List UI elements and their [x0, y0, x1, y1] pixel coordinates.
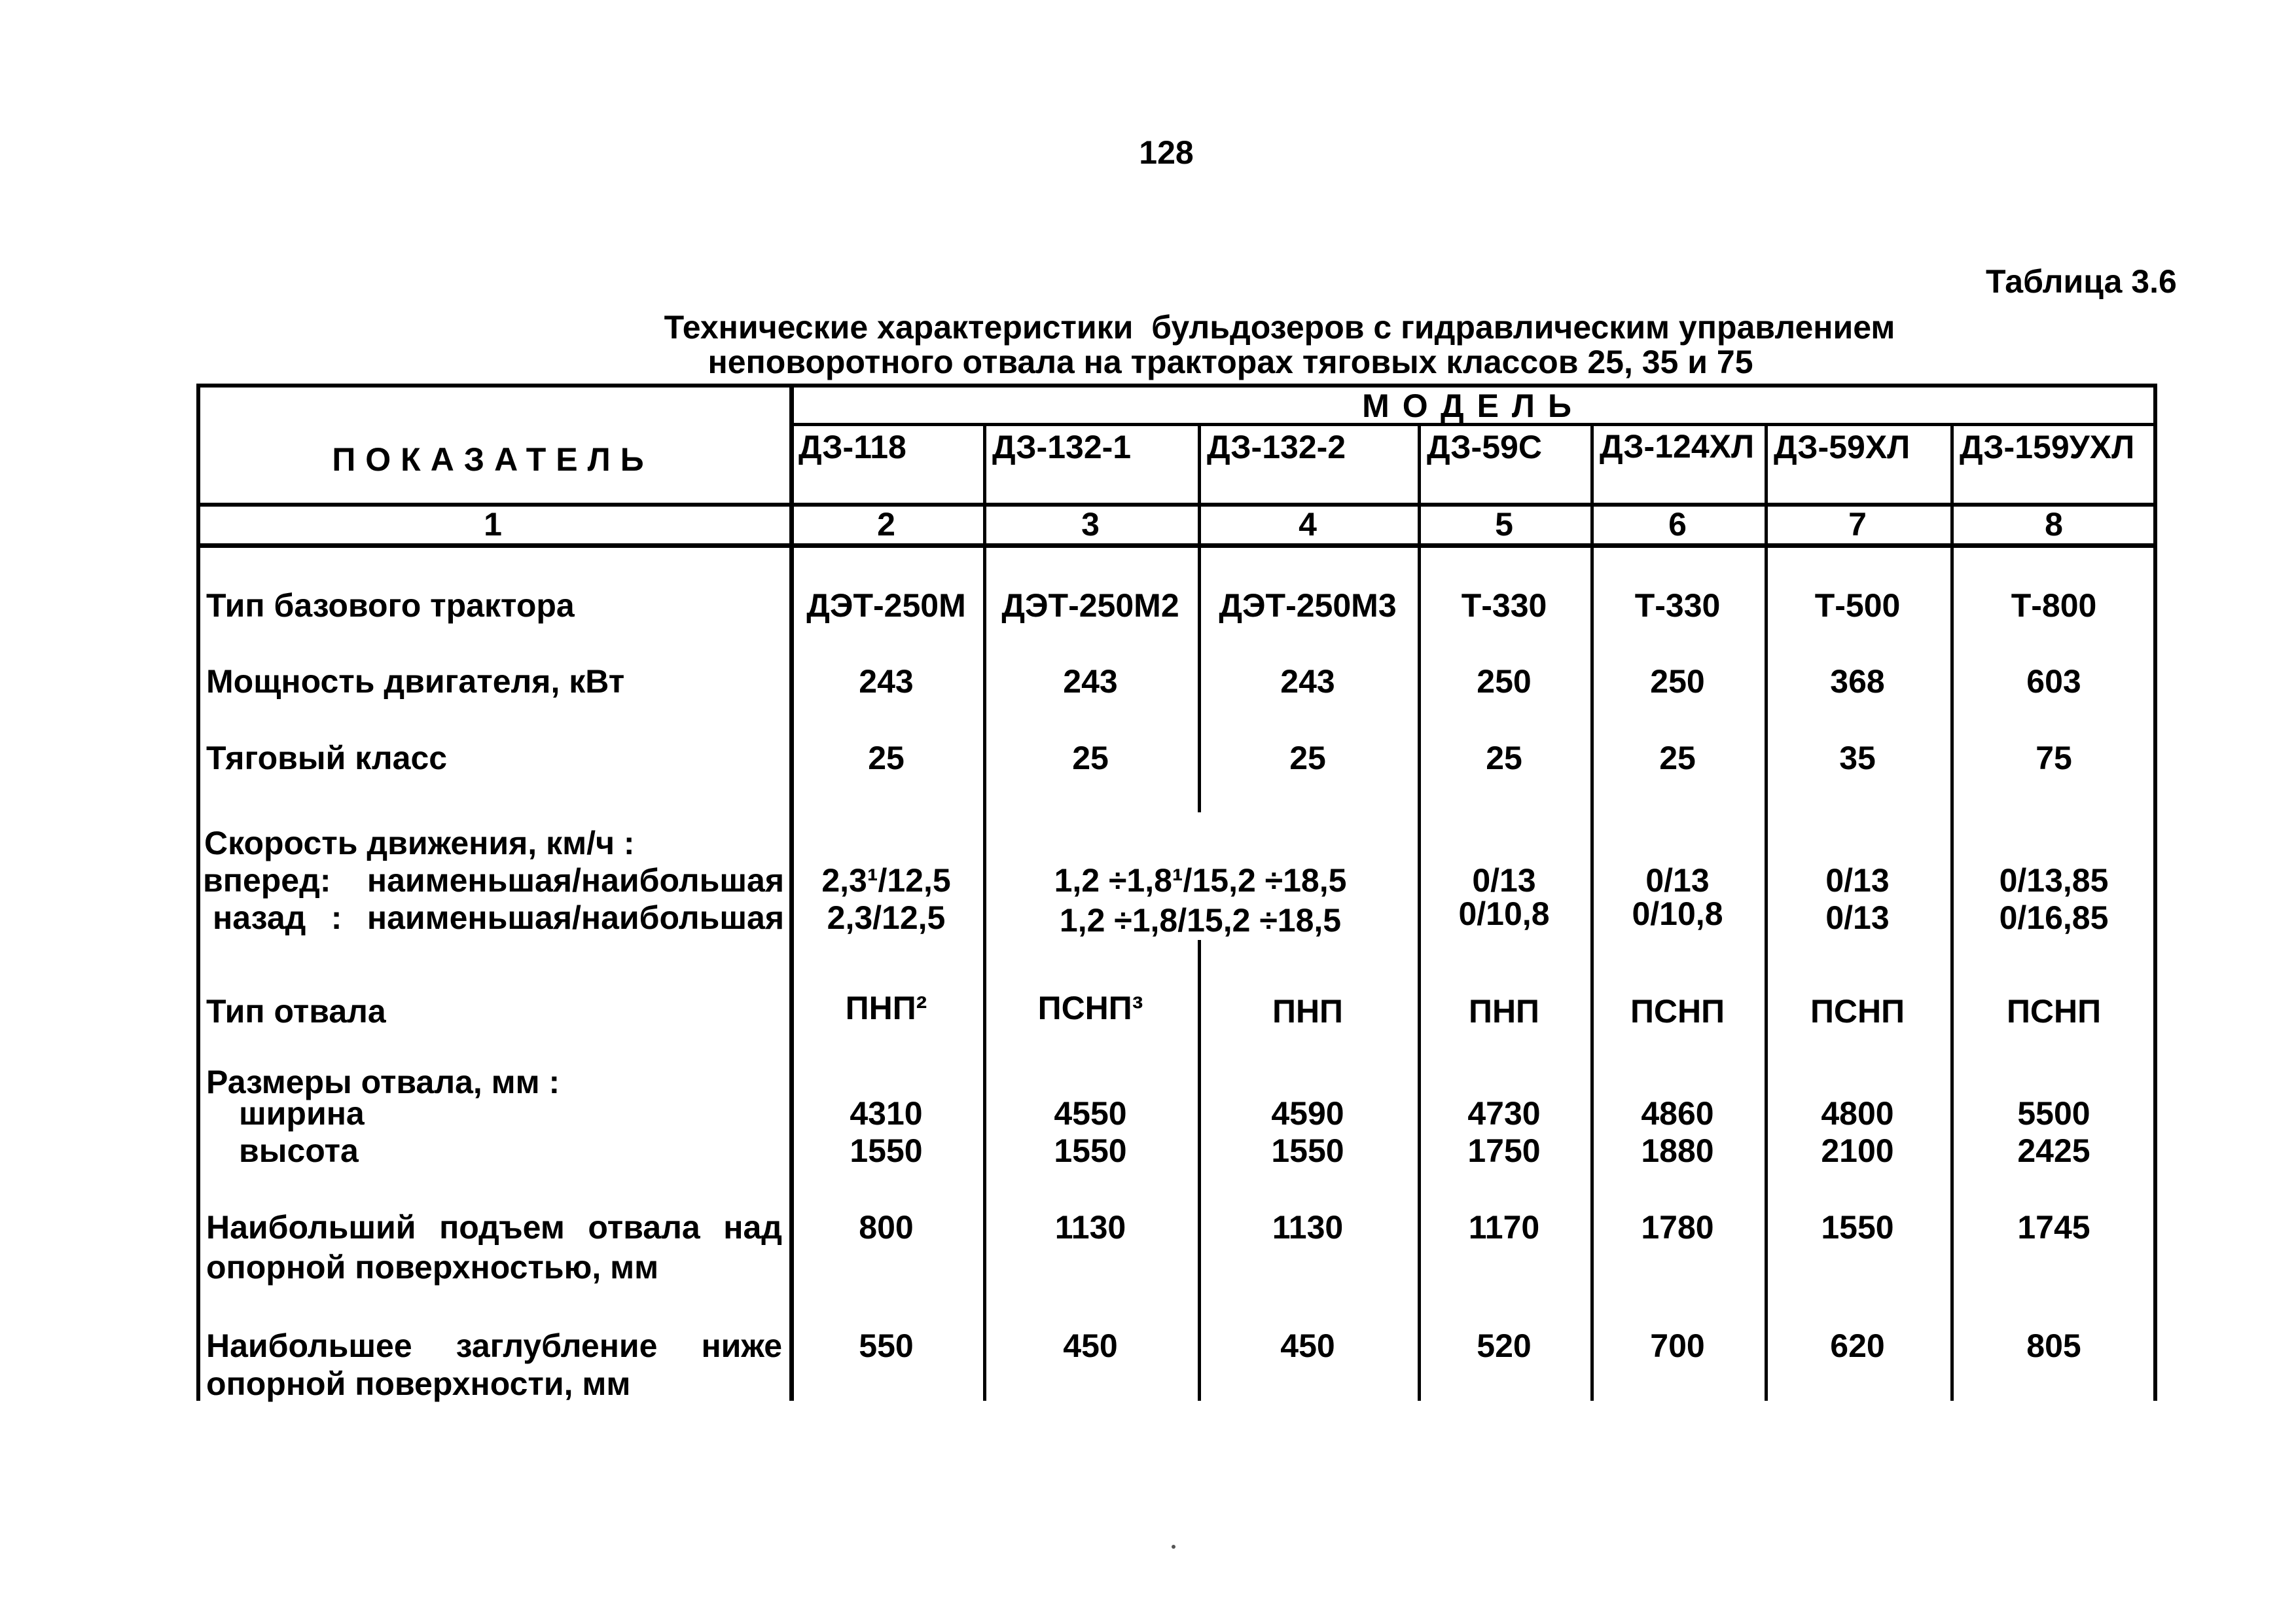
col-number-7: 7 — [1848, 506, 1867, 543]
base-tractor-value: ДЭТ-250М2 — [1001, 587, 1179, 624]
stray-dot — [1172, 1545, 1175, 1549]
speed-backward-value: 0/16,85 — [1999, 899, 2109, 936]
speed-forward-label — [203, 862, 784, 899]
indicator-header: ПОКАЗАТЕЛЬ — [332, 441, 654, 478]
col-number-6: 6 — [1668, 506, 1687, 543]
traction-class-value: 75 — [2036, 740, 2072, 776]
numbers-row-bottom-line — [196, 543, 2157, 548]
max-depth-value: 620 — [1830, 1327, 1885, 1364]
traction-class-value: 25 — [1289, 740, 1326, 776]
row-label-engine-power: Мощность двигателя, кВт — [206, 663, 625, 700]
blade-width-value: 4860 — [1641, 1095, 1714, 1132]
blade-type-value: ПСНП — [1810, 993, 1905, 1030]
max-lift-value: 1745 — [2017, 1209, 2090, 1246]
speed-forward-label-word: вперед: — [203, 862, 331, 899]
row-label-blade-width: ширина — [239, 1095, 365, 1132]
traction-class-value: 25 — [868, 740, 905, 776]
speed-backward-label-word: назад — [213, 899, 306, 936]
traction-class-value: 25 — [1072, 740, 1109, 776]
col-number-8: 8 — [2045, 506, 2063, 543]
model-header: МОДЕЛЬ — [1362, 388, 1585, 424]
speed-backward-sublabel: наименьшая/наибольшая — [367, 899, 784, 936]
col-number-2: 2 — [877, 506, 895, 543]
speed-forward-value: 0/13 — [1825, 862, 1890, 899]
row-label-speed: Скорость движения, км/ч : — [204, 825, 635, 861]
engine-power-value: 603 — [2026, 663, 2081, 700]
spec-table — [196, 384, 2157, 1401]
traction-class-value: 25 — [1486, 740, 1522, 776]
col-number-3: 3 — [1081, 506, 1100, 543]
col-number-5: 5 — [1495, 506, 1513, 543]
speed-forward-value: 0/13 — [1645, 862, 1710, 899]
base-tractor-value: Т-800 — [2011, 587, 2097, 624]
blade-type-value: ПНП — [1469, 993, 1539, 1030]
speed-backward-value: 0/10,8 — [1632, 895, 1723, 932]
speed-forward-value: 0/13,85 — [1999, 862, 2109, 899]
engine-power-value: 250 — [1477, 663, 1532, 700]
base-tractor-value: Т-330 — [1634, 587, 1721, 624]
base-tractor-value: Т-330 — [1461, 587, 1547, 624]
speed-backward-label — [213, 899, 784, 936]
speed-backward-value: 0/13 — [1825, 899, 1890, 936]
base-tractor-value: ДЭТ-250М — [806, 587, 966, 624]
blade-width-value: 4730 — [1467, 1095, 1541, 1132]
traction-class-value: 35 — [1839, 740, 1876, 776]
model-name-5: ДЗ-124ХЛ — [1600, 428, 1755, 465]
model-name-6: ДЗ-59ХЛ — [1774, 429, 1910, 465]
blade-height-value: 1550 — [1271, 1132, 1344, 1169]
engine-power-value: 250 — [1650, 663, 1705, 700]
blade-width-value: 4310 — [850, 1095, 923, 1132]
model-name-7: ДЗ-159УХЛ — [1960, 429, 2135, 465]
model-name-2: ДЗ-132-1 — [992, 429, 1132, 465]
col-number-4: 4 — [1299, 506, 1317, 543]
speed-forward-sublabel: наименьшая/наибольшая — [367, 862, 784, 899]
max-depth-value: 805 — [2026, 1327, 2081, 1364]
engine-power-value: 243 — [1063, 663, 1118, 700]
blade-type-value: ПСНП³ — [1037, 990, 1143, 1026]
engine-power-value: 368 — [1830, 663, 1885, 700]
engine-power-value: 243 — [1280, 663, 1335, 700]
blade-type-value: ПНП — [1272, 993, 1343, 1030]
max-depth-value: 550 — [859, 1327, 914, 1364]
speed-forward-value: 0/13 — [1472, 862, 1536, 899]
row-label-max-lift-line2: опорной поверхностью, мм — [206, 1249, 659, 1286]
blade-height-value: 1550 — [1054, 1132, 1127, 1169]
model-name-3: ДЗ-132-2 — [1207, 429, 1346, 465]
speed-backward-colon: : — [331, 899, 342, 936]
model-name-1: ДЗ-118 — [798, 429, 906, 465]
blade-height-value: 1750 — [1467, 1132, 1541, 1169]
row-label-traction-class: Тяговый класс — [206, 740, 448, 776]
blade-width-value: 4550 — [1054, 1095, 1127, 1132]
max-depth-value: 450 — [1280, 1327, 1335, 1364]
speed-forward-value: 2,3¹/12,5 — [821, 862, 951, 899]
blade-width-value: 4800 — [1821, 1095, 1894, 1132]
max-lift-value: 1780 — [1641, 1209, 1714, 1246]
engine-power-value: 243 — [859, 663, 914, 700]
model-name-4: ДЗ-59С — [1427, 429, 1542, 465]
row-label-blade-height: высота — [239, 1132, 359, 1169]
row-label-max-depth-line1: Наибольшее заглубление ниже — [206, 1327, 782, 1364]
blade-width-value: 5500 — [2017, 1095, 2090, 1132]
row-label-blade-size: Размеры отвала, мм : — [206, 1064, 560, 1100]
max-lift-value: 800 — [859, 1209, 914, 1246]
blade-type-value: ПНП² — [845, 990, 927, 1026]
max-lift-value: 1130 — [1272, 1209, 1344, 1246]
speed-backward-value-span: 1,2 ÷1,8/15,2 ÷18,5 — [1059, 902, 1342, 939]
max-depth-value: 700 — [1650, 1327, 1705, 1364]
base-tractor-value: ДЭТ-250М3 — [1219, 587, 1397, 624]
max-depth-value: 450 — [1063, 1327, 1118, 1364]
table-title-line1: Технические характеристики бульдозеров с гидравлическим управлением — [664, 309, 1895, 346]
row-label-max-depth-line2: опорной поверхности, мм — [206, 1365, 631, 1402]
blade-height-value: 2100 — [1821, 1132, 1894, 1169]
table-title-line2: неповоротного отвала на тракторах тяговых классов 25, 35 и 75 — [708, 344, 1753, 380]
max-lift-value: 1170 — [1468, 1209, 1540, 1246]
blade-type-value: ПСНП — [1630, 993, 1725, 1030]
speed-backward-value: 0/10,8 — [1458, 895, 1550, 932]
blade-width-value: 4590 — [1271, 1095, 1344, 1132]
base-tractor-value: Т-500 — [1814, 587, 1901, 624]
row-label-base-tractor: Тип базового трактора — [206, 587, 575, 624]
blade-height-value: 1550 — [850, 1132, 923, 1169]
table-caption: Таблица 3.6 — [1986, 263, 2177, 300]
speed-backward-value: 2,3/12,5 — [827, 899, 946, 936]
max-depth-value: 520 — [1477, 1327, 1532, 1364]
blade-height-value: 2425 — [2017, 1132, 2090, 1169]
page-number: 128 — [1139, 134, 1194, 171]
blade-height-value: 1880 — [1641, 1132, 1714, 1169]
col-number-1: 1 — [484, 506, 502, 543]
blade-type-value: ПСНП — [2006, 993, 2102, 1030]
max-lift-value: 1550 — [1821, 1209, 1894, 1246]
speed-forward-value-span: 1,2 ÷1,8¹/15,2 ÷18,5 — [1054, 862, 1347, 899]
row-label-blade-type: Тип отвала — [206, 993, 386, 1030]
traction-class-value: 25 — [1659, 740, 1696, 776]
row-label-max-lift-line1: Наибольший подъем отвала над — [206, 1209, 782, 1246]
max-lift-value: 1130 — [1054, 1209, 1126, 1246]
